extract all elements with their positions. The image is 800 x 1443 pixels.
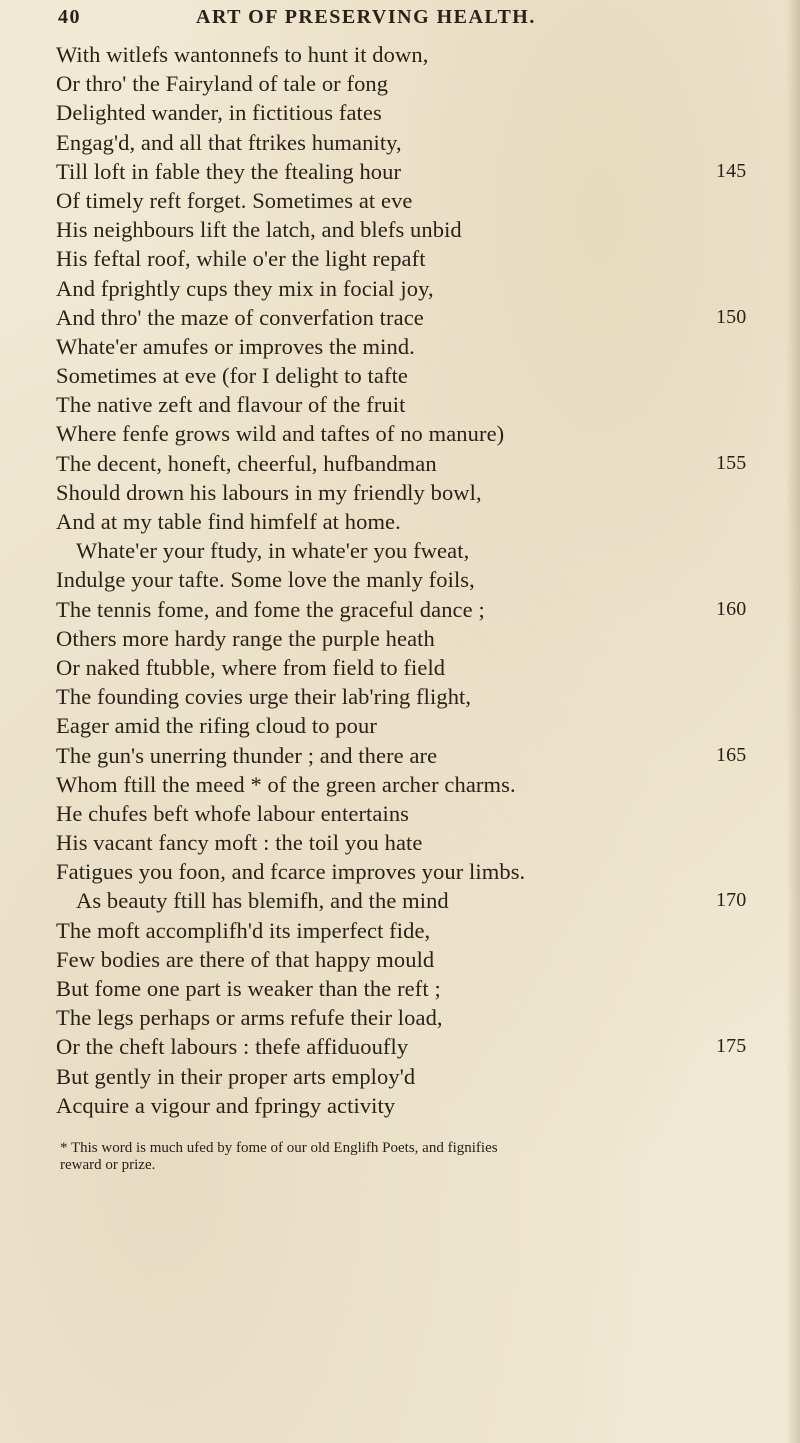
poem-line-text: And at my table find himfelf at home.: [56, 509, 401, 534]
poem-line: [56, 974, 756, 1003]
line-number: 150: [716, 305, 747, 328]
poem-line: [56, 215, 756, 244]
poem-line-text: Of timely reft forget. Sometimes at eve: [56, 187, 413, 213]
poem-line: [56, 157, 756, 186]
poem-line: [56, 857, 756, 886]
poem-line: [56, 419, 756, 448]
poem-line-text: The gun's unerring thunder ; and there are: [56, 742, 438, 768]
poem-line: [56, 828, 756, 857]
poem-line: [56, 128, 756, 157]
poem-line: [56, 98, 756, 127]
poem-line: [56, 1032, 756, 1061]
running-title: ART OF PRESERVING HEALTH.: [196, 6, 536, 28]
poem-line: [56, 361, 756, 390]
running-header: [58, 6, 698, 34]
poem-line-text: Fatigues you foon, and fcarce improves your limbs.: [56, 859, 526, 885]
poem-line-text: Delighted wander, in fictitious fates: [56, 100, 382, 126]
poem-line: [56, 653, 756, 682]
poem-line-text: Till loft in fable they the ftealing hour: [56, 158, 402, 184]
line-number: 160: [716, 597, 747, 620]
line-number: 155: [716, 451, 747, 474]
line-number: 175: [716, 1035, 747, 1058]
poem-line: [56, 1062, 756, 1091]
poem-line-text: Whom ftill the meed * of the green archer charms.: [56, 771, 516, 797]
poem-line-text: His vacant fancy moft : the toil you hate: [56, 830, 423, 856]
poem-line-text: Engag'd, and all that ftrikes humanity,: [56, 129, 402, 155]
footnote-line: reward or prize.: [60, 1157, 156, 1173]
poem-line-text: Few bodies are there of that happy mould: [56, 946, 435, 972]
poem-line-text: He chufes beft whofe labour entertains: [56, 800, 410, 826]
poem-line: [56, 186, 756, 215]
poem-line: [56, 770, 756, 799]
line-number: 145: [716, 159, 747, 182]
poem-line: [56, 799, 756, 828]
poem-line-text: Indulge your tafte. Some love the manly foils,: [56, 567, 475, 593]
footnote: [60, 1140, 760, 1174]
poem-line-text: The founding covies urge their lab'ring flight,: [56, 684, 472, 710]
poem-line: [56, 1003, 756, 1032]
page-number: 40: [58, 6, 81, 28]
poem-line: [56, 682, 756, 711]
poem-line: [56, 624, 756, 653]
poem-line-text: With witlefs wantonnefs to hunt it down,: [56, 42, 429, 67]
poem-line: [56, 1091, 756, 1120]
poem-line-text: Whate'er amufes or improves the mind.: [56, 333, 415, 359]
poem-line-text: The native zeft and flavour of the fruit: [56, 392, 406, 418]
poem-line-text: As beauty ftill has blemifh, and the mind: [76, 888, 449, 914]
poem-line-text: Should drown his labours in my friendly bowl,: [56, 479, 482, 505]
poem-line: [56, 595, 756, 624]
poem-line-text: Others more hardy range the purple heath: [56, 625, 435, 651]
footnote-line: * This word is much ufed by fome of our old Englifh Poets, and fignifies: [60, 1140, 498, 1156]
poem-line-text: But gently in their proper arts employ'd: [56, 1063, 416, 1089]
poem-line-text: And fprightly cups they mix in focial joy,: [56, 275, 434, 301]
poem-line: [56, 711, 756, 740]
poem-line-text: And thro' the maze of converfation trace: [56, 304, 424, 330]
page-edge-shadow: [786, 0, 800, 1443]
poem-line-text: Whate'er your ftudy, in whate'er you fweat,: [76, 538, 470, 564]
poem-line-text: The moft accomplifh'd its imperfect fide,: [56, 917, 431, 943]
poem-line: [56, 916, 756, 945]
poem-body: [56, 40, 756, 1120]
poem-line: [56, 478, 756, 507]
poem-line-text: Where fenfe grows wild and taftes of no manure): [56, 421, 505, 447]
poem-line-text: Eager amid the rifing cloud to pour: [56, 713, 377, 739]
poem-line: [56, 945, 756, 974]
line-number: 170: [716, 889, 747, 912]
poem-line: [56, 303, 756, 332]
poem-line: [56, 536, 756, 565]
poem-line: [56, 69, 756, 98]
poem-line-text: The legs perhaps or arms refufe their load,: [56, 1005, 443, 1031]
poem-line: [56, 244, 756, 273]
poem-line: [56, 40, 756, 69]
poem-line: [56, 886, 756, 915]
poem-line-text: Sometimes at eve (for I delight to tafte: [56, 363, 409, 389]
poem-line: [56, 741, 756, 770]
poem-line-text: Acquire a vigour and fpringy activity: [56, 1092, 396, 1118]
poem-line: [56, 390, 756, 419]
poem-line: [56, 507, 756, 536]
poem-line-text: The tennis fome, and fome the graceful dance ;: [56, 596, 485, 622]
poem-line: [56, 332, 756, 361]
line-number: 165: [716, 743, 747, 766]
poem-line-text: Or naked ftubble, where from field to field: [56, 654, 446, 680]
poem-line: [56, 449, 756, 478]
poem-line-text: The decent, honeft, cheerful, hufbandman: [56, 450, 437, 476]
poem-line: [56, 274, 756, 303]
poem-line-text: But fome one part is weaker than the reft ;: [56, 976, 441, 1001]
poem-line-text: Or thro' the Fairyland of tale or fong: [56, 71, 389, 97]
poem-line-text: His feftal roof, while o'er the light repaft: [56, 246, 426, 272]
poem-line-text: His neighbours lift the latch, and blefs unbid: [56, 217, 462, 243]
poem-line-text: Or the cheft labours : thefe affiduoufly: [56, 1034, 409, 1060]
poem-line: [56, 565, 756, 594]
